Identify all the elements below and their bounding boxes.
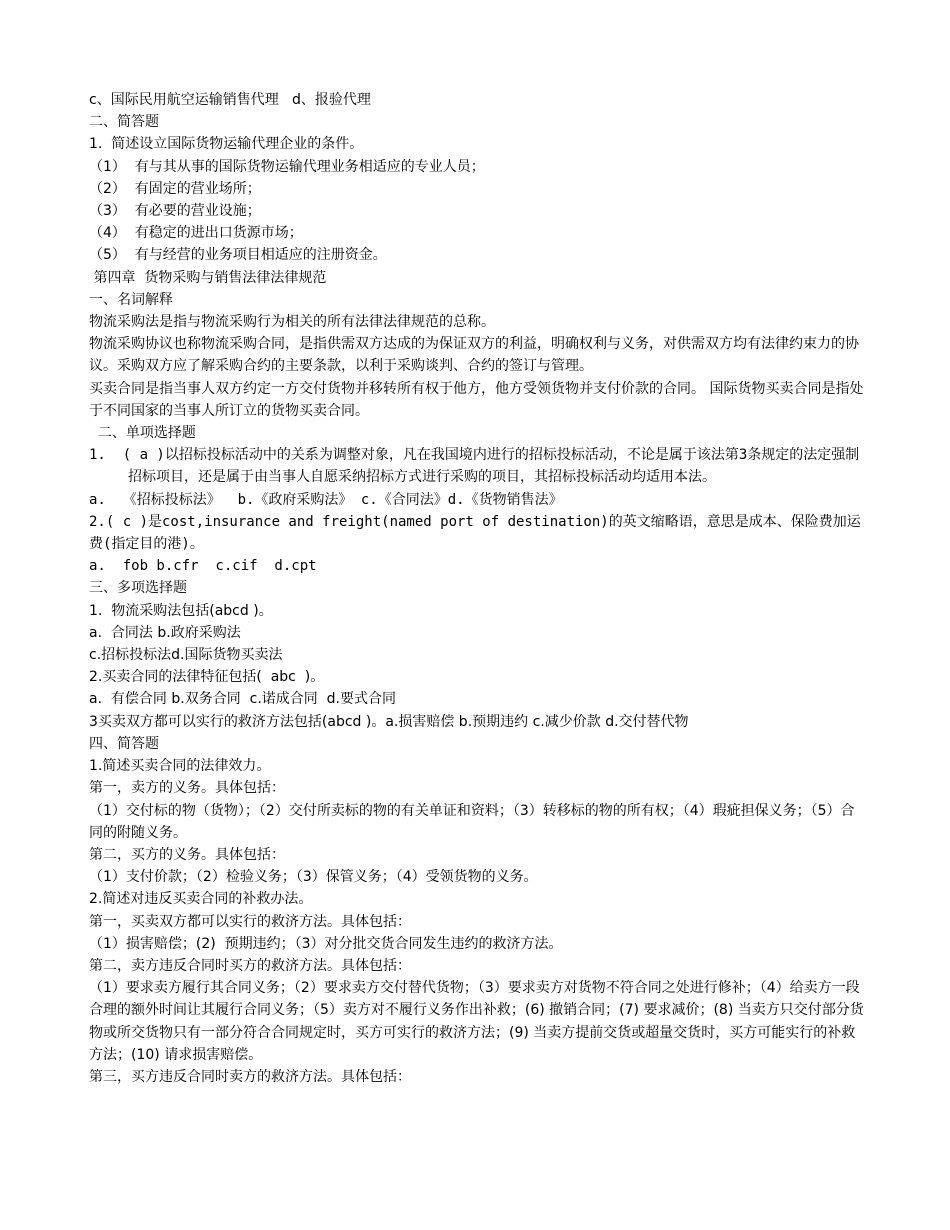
text-line: 第二，买方的义务。具体包括： (89, 846, 285, 863)
text-line: （1）支付价款；（2）检验义务；（3）保管义务；（4）受领货物的义务。 (89, 869, 538, 886)
question: 1. 物流采购法包括(abcd )。 (89, 602, 273, 619)
paragraph: 买卖合同是指当事人双方约定一方交付货物并移转所有权于他方，他方受领货物并支付价款的合同。 国际货物买卖合同是指处于不同国家的当事人所订立的货物买卖合同。 (89, 380, 864, 419)
text-line: （1）损害赔偿；(2) 预期违约；（3）对分批交货合同发生违约的救济方法。 (89, 935, 563, 952)
list-item: （4） 有稳定的进出口货源市场； (89, 225, 303, 242)
paragraph: 物流采购协议也称物流采购合同，是指供需双方达成的为保证双方的利益，明确权利与义务，对供需双方均有法律约束力的协议。采购双方应了解采购合约的主要条款，以利于采购谈判、合约的签订与管理。 (89, 336, 859, 375)
question: 1. ( a )以招标投标活动中的关系为调整对象，凡在我国境内进行的招标投标活动，不论是属于该法第3条规定的法定强制招标项目，还是属于由当事人自愿采纳招标方式进行采购的项目，其招标投标活动均适用本法。 (89, 447, 860, 486)
text-line: 第一，卖方的义务。具体包括： (89, 780, 285, 797)
question: 2.买卖合同的法律特征包括( abc )。 (89, 669, 325, 686)
paragraph: （1）交付标的物（货物）；（2）交付所卖标的物的有关单证和资料；（3）转移标的物的所有权；（4）瑕疵担保义务；（5）合同的附随义务。 (89, 802, 855, 841)
section-heading: 三、多项选择题 (89, 580, 187, 597)
paragraph: 物流采购法是指与物流采购行为相关的所有法律法律规范的总称。 (89, 314, 495, 331)
document-page (89, 89, 864, 1088)
text-line: c、国际民用航空运输销售代理 d、报验代理 (89, 92, 371, 108)
question: 1. 简述设立国际货物运输代理企业的条件。 (89, 136, 364, 153)
chapter-heading: 第四章 货物采购与销售法律法律规范 (89, 269, 327, 286)
question: 2.简述对违反买卖合同的补救办法。 (89, 891, 313, 908)
answer-options: a. 有偿合同 b.双务合同 c.诺成合同 d.要式合同 (89, 691, 397, 708)
list-item: （2） 有固定的营业场所； (89, 180, 261, 197)
text-line: 第一，买卖双方都可以实行的救济方法。具体包括： (89, 913, 411, 930)
list-item: （1） 有与其从事的国际货物运输代理业务相适应的专业人员； (89, 158, 485, 175)
answer-options: c.招标投标法d.国际货物买卖法 (89, 647, 283, 664)
text-line: 第三，买方违反合同时卖方的救济方法。具体包括： (89, 1068, 411, 1085)
section-heading: 二、单项选择题 (89, 425, 196, 442)
question: 3买卖双方都可以实行的救济方法包括(abcd )。a.损害赔偿 b.预期违约 c.减少价款 d.交付替代物 (89, 713, 689, 730)
answer-options: a. 《招标投标法》 b.《政府采购法》 c.《合同法》d.《货物销售法》 (89, 491, 563, 508)
answer-options: a. fob b.cfr c.cif d.cpt (89, 558, 317, 575)
answer-options: a. 合同法 b.政府采购法 (89, 624, 241, 641)
section-heading: 一、名词解释 (89, 291, 173, 308)
section-heading: 二、简答题 (89, 114, 159, 131)
list-item: （5） 有与经营的业务项目相适应的注册资金。 (89, 247, 387, 264)
list-item: （3） 有必要的营业设施； (89, 203, 261, 220)
section-heading: 四、简答题 (89, 735, 159, 752)
question: 1.简述买卖合同的法律效力。 (89, 758, 271, 775)
paragraph: （1）要求卖方履行其合同义务；（2）要求卖方交付替代货物；（3）要求卖方对货物不符合同之处进行修补；（4）给卖方一段合理的额外时间让其履行合同义务；（5）卖方对不履行义务作出补救；(6) 撤销合同；(7) 要求减价；(8) 当卖方只交付部分货物或所交货物只有一部分符合合同规定时，买方可实行的救济方法；(9) 当卖方提前交货或超量交货时，买方可能实行的补救方法；(10) 请求损害赔偿。 (89, 980, 864, 1063)
question: 2.( c )是cost,insurance and freight(named port of destination)的英文缩略语，意思是成本、保险费加运费(指定目的港)。 (89, 513, 861, 553)
text-line: 第二，卖方违反合同时买方的救济方法。具体包括： (89, 957, 411, 974)
